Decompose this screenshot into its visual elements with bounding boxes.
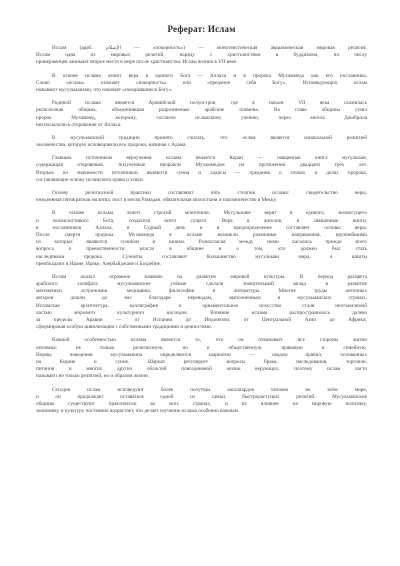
paragraph — [36, 135, 367, 149]
paragraph — [36, 274, 367, 332]
paragraph-line: авторов дошли до нас благодаря переводам, выполненным в мусульманских странах. — [36, 295, 367, 302]
paragraph-line: В основе ислама лежит вера в единого Бога — Аллаха и в пророка Мухаммеда как его посланника. — [52, 72, 367, 79]
paragraph-line: в посланников Аллаха, в Судный день и в предопределение составляет основы веры. — [36, 224, 367, 231]
paragraph-line: Ислам одна из мировых религий, наряду с христианством и буддизмом, по числу — [36, 52, 367, 59]
paragraph — [36, 73, 367, 95]
paragraph-line: человечества, которую исповедовали все пророки, начиная с Адама. — [36, 142, 187, 149]
paragraph-line: сформировав особую цивилизацию с собственными традициями и ценностями. — [36, 324, 212, 331]
paragraph-line: и он продолжает оставаться одной из самых быстрорастущих религий. Мусульманские — [36, 393, 367, 400]
paragraph — [36, 387, 367, 416]
paragraph-line: составляющие основу исламского права и этики. — [36, 176, 145, 183]
paragraph — [36, 210, 367, 268]
paragraph-line: Родиной ислама является Аравийский полуостров, где в начале VII века сложилась — [52, 100, 367, 107]
paragraph — [36, 100, 367, 129]
paragraph-line: арабского халифата мусульманские учёные сделали значительный вклад в развитие — [36, 281, 367, 288]
paragraph-line: за пределы Аравии — от Испании до Индонезии, от Центральной Азии до Африки, — [36, 317, 367, 323]
paragraph-line: приверженцев занимает второе место в мире после христианства. Ислам возник в VII веке. — [36, 59, 238, 66]
paragraph — [36, 337, 367, 380]
paragraph — [36, 45, 367, 67]
paragraph-line: Слово «ислам» означает «покорность» или «предание себя Богу». Исповедующих ислам — [36, 79, 367, 86]
paragraph-line: Важной особенностью ислама является то, что он охватывает все стороны жизни — [52, 337, 367, 344]
paragraph-line: общины существуют практически во всех странах, и их влияние на мировую политику, — [36, 400, 367, 407]
paragraph-line: В основе ислама лежит строгий монотеизм. Мусульмане верят в единого, всемогущего — [52, 210, 367, 217]
paragraph-line: После смерти пророка Мухаммеда в исламе возникли различные направления, крупнейшими — [36, 231, 367, 238]
paragraph-line: Ислам оказал огромное влияние на развитие мировой культуры. В период расцвета — [52, 273, 367, 280]
paragraph-line: Исламская архитектура, каллиграфия и орнаментальное искусство стали неотъемлемой — [36, 302, 367, 309]
paragraph-line: Нормы поведения мусульманина определяются шариатом — сводом правил, основанных — [36, 351, 367, 358]
paragraph-line: человека: не только религиозную, но и общественную, правовую и семейную. — [36, 344, 367, 351]
paragraph-line: наследником пророка. Сунниты составляют большинство мусульман мира, а шииты — [36, 253, 367, 260]
paragraph-line: Сегодня ислам исповедуют более полутора миллиардов человек во всём мире, — [52, 386, 367, 393]
paragraph-line: называют не только религией, но и образом жизни. — [36, 373, 149, 380]
document-title: Реферат: Ислам — [167, 24, 236, 34]
paragraph-line: вопроса о преемственности власти в общине и о том, кто должен был стать — [36, 246, 367, 253]
paragraph-line: называют мусульманами, что означает «покорившиеся Богу». — [36, 86, 173, 93]
paragraph-line: пророк Мухаммед, которому, согласно исламскому учению, через ангела Джибрила — [36, 114, 367, 121]
paragraph-line: религиозная община, объединившая разрозненные арабские племена. Во главе общины стоял — [36, 107, 367, 114]
paragraph-line: Основу религиозной практики составляют пять столпов ислама: свидетельство веры, — [52, 190, 367, 196]
paragraph-line: на Коране и сунне. Шариат регулирует вопросы брака, наследования, торговли, — [36, 358, 367, 365]
paragraph-line: из которых являются суннизм и шиизм. Разногласия между ними касались прежде всего — [36, 239, 367, 246]
paragraph-line: ниспосылались откровения от Аллаха. — [36, 121, 122, 128]
paragraph-line: В мусульманской традиции принято считать, что ислам является изначальной религией — [52, 134, 367, 141]
paragraph-line: содержащая откровения, полученные пророком Мухаммедом на протяжении двадцати трёх лет. — [36, 162, 367, 169]
paragraph-line: питания и многих других областей повседневной жизни верующих, поэтому ислам часто — [36, 366, 367, 373]
paragraph — [36, 155, 367, 184]
paragraph-line: преобладают в Иране, Ираке, Азербайджане и Бахрейне. — [36, 260, 162, 267]
paragraph-line: частью мирового культурного наследия. Влияние ислама распространилось далеко — [36, 309, 367, 316]
paragraph-line: ежедневная пятикратная молитва, пост в месяц Рамадан, обязательная милостыня и паломничество в Мекку. — [36, 197, 277, 204]
paragraph-line: и всемилостивого Бога, создателя всего сущего. Вера в ангелов, в священные книги, — [36, 217, 367, 224]
paragraph-line: математики, астрономии, медицины, философии и литературы. Многие труды античных — [36, 288, 367, 295]
paragraph — [36, 190, 367, 204]
document-body — [36, 45, 367, 415]
paragraph-line: экономику и культуру постоянно возрастает, что делает изучение ислама особенно важным. — [36, 408, 240, 415]
paragraph-line: Вторым по значимости источником являются сунна и хадисы — предания о словах и делах пророка, — [36, 169, 367, 176]
paragraph-line: Главным источником вероучения ислама является Коран — священная книга мусульман, — [52, 155, 367, 162]
paragraph-line: Ислам (араб. الإسلام — «покорность») — монотеистическая авраамическая мировая религия. — [52, 45, 367, 51]
